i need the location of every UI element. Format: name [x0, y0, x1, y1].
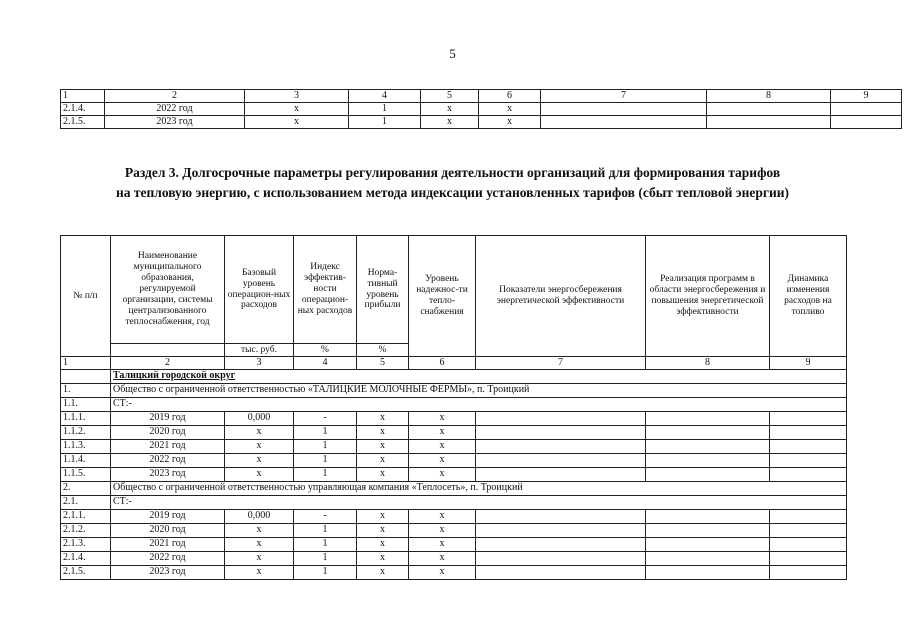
cell-col-2: 2 — [111, 357, 225, 370]
cell-col-2: 2019 год — [111, 411, 225, 425]
cell-num: 1.1. — [61, 397, 111, 411]
cell-col-4: 1 — [294, 537, 357, 551]
cell-col-7 — [476, 425, 646, 439]
cell-col-5: х — [357, 453, 409, 467]
cell-col-1: 1.1.1. — [61, 411, 111, 425]
cell-col-9 — [770, 565, 847, 579]
cell-span-text: СТ:- — [111, 397, 847, 411]
cell-col-8 — [707, 103, 831, 116]
cell-col-6: 6 — [409, 357, 476, 370]
cell-col-2: 2023 год — [111, 565, 225, 579]
cell-span-text: Талицкий городской округ — [111, 369, 847, 383]
cell-col-3: х — [225, 523, 294, 537]
section-title-line-2: на тепловую энергию, с использованием метода индексации установленных тарифов (сбыт тепловой энергии) — [115, 184, 790, 200]
cell-col-2: 2 — [105, 90, 245, 103]
cell-col-3: 3 — [225, 357, 294, 370]
cell-col-7 — [476, 439, 646, 453]
cell-col-4: - — [294, 509, 357, 523]
header-energy-indicators: Показатели энергосбережения энергетической эффективности — [476, 236, 646, 357]
header-num: № п/п — [61, 236, 111, 357]
cell-col-8 — [646, 551, 770, 565]
cell-col-9 — [770, 551, 847, 565]
cell-col-7 — [476, 523, 646, 537]
cell-col-6: х — [409, 467, 476, 481]
cell-col-6: х — [409, 411, 476, 425]
table-row — [61, 453, 847, 467]
cell-col-5: х — [357, 509, 409, 523]
cell-col-3: 3 — [245, 90, 349, 103]
cell-col-3: х — [225, 453, 294, 467]
cell-col-2: 2022 год — [105, 103, 245, 116]
cell-col-9 — [770, 411, 847, 425]
cell-span-text: СТ:- — [111, 495, 847, 509]
cell-col-2: 2021 год — [111, 439, 225, 453]
cell-col-5: х — [357, 425, 409, 439]
cell-col-9 — [770, 523, 847, 537]
continuation-table — [60, 89, 902, 129]
cell-col-4: 1 — [294, 565, 357, 579]
table-row — [61, 565, 847, 579]
cell-col-1: 1.1.5. — [61, 467, 111, 481]
table-row — [61, 537, 847, 551]
cell-col-5: х — [357, 411, 409, 425]
cell-col-1: 1 — [61, 90, 105, 103]
table-row — [61, 467, 847, 481]
cell-col-3: х — [225, 425, 294, 439]
cell-col-3: 0,000 — [225, 509, 294, 523]
cell-col-3: х — [245, 116, 349, 129]
cell-col-1: 2.1.4. — [61, 103, 105, 116]
cell-col-7 — [476, 537, 646, 551]
cell-span-text: Общество с ограниченной ответственностью управляющая компания «Теплосеть», п. Троицкий — [111, 481, 847, 495]
index-row — [61, 357, 847, 370]
cell-col-7 — [476, 551, 646, 565]
header-unit-index: % — [294, 344, 357, 357]
cell-col-8 — [646, 467, 770, 481]
table-row — [61, 116, 902, 129]
cell-col-3: х — [225, 537, 294, 551]
cell-col-7 — [476, 411, 646, 425]
cell-num — [61, 369, 111, 383]
cell-col-8 — [646, 523, 770, 537]
cell-col-2: 2020 год — [111, 425, 225, 439]
cell-col-8 — [646, 411, 770, 425]
cell-col-1: 1.1.4. — [61, 453, 111, 467]
cell-col-4: - — [294, 411, 357, 425]
section-title-line-1: Раздел 3. Долгосрочные параметры регулирования деятельности организаций для формирования тарифов — [124, 165, 781, 180]
table-row — [61, 523, 847, 537]
cell-col-3: х — [225, 565, 294, 579]
organization-row — [61, 481, 847, 495]
table-row — [61, 551, 847, 565]
cell-col-9 — [831, 116, 902, 129]
cell-col-1: 1 — [61, 357, 111, 370]
cell-col-4: 1 — [294, 453, 357, 467]
cell-col-6: х — [409, 509, 476, 523]
system-row — [61, 495, 847, 509]
table-row — [61, 439, 847, 453]
cell-col-5: х — [357, 565, 409, 579]
cell-num: 2. — [61, 481, 111, 495]
cell-col-5: х — [357, 467, 409, 481]
cell-col-5: 5 — [421, 90, 479, 103]
cell-col-5: х — [357, 523, 409, 537]
cell-col-2: 2019 год — [111, 509, 225, 523]
cell-col-2: 2022 год — [111, 453, 225, 467]
cell-col-5: х — [357, 537, 409, 551]
cell-col-9: 9 — [770, 357, 847, 370]
header-unit-profit: % — [357, 344, 409, 357]
header-name-unit — [111, 344, 225, 357]
cell-col-6: х — [409, 523, 476, 537]
index-row — [61, 90, 902, 103]
cell-col-2: 2020 год — [111, 523, 225, 537]
cell-col-8 — [646, 537, 770, 551]
cell-col-1: 1.1.2. — [61, 425, 111, 439]
cell-col-7 — [476, 453, 646, 467]
cell-col-7 — [476, 509, 646, 523]
cell-col-6: х — [409, 425, 476, 439]
cell-col-8: 8 — [646, 357, 770, 370]
cell-col-2: 2023 год — [105, 116, 245, 129]
cell-col-3: х — [225, 551, 294, 565]
cell-col-6: х — [409, 439, 476, 453]
tariff-parameters-table — [60, 235, 847, 580]
cell-col-2: 2023 год — [111, 467, 225, 481]
cell-col-3: х — [225, 467, 294, 481]
cell-col-8 — [646, 509, 770, 523]
cell-col-4: 1 — [294, 551, 357, 565]
header-unit-base: тыс. руб. — [225, 344, 294, 357]
cell-col-9 — [770, 425, 847, 439]
cell-col-4: 1 — [349, 103, 421, 116]
cell-col-7: 7 — [541, 90, 707, 103]
header-reliability: Уровень надежнос-ти тепло-снабжения — [409, 236, 476, 357]
cell-num: 2.1. — [61, 495, 111, 509]
cell-col-8: 8 — [707, 90, 831, 103]
cell-col-1: 2.1.1. — [61, 509, 111, 523]
cell-col-9 — [831, 103, 902, 116]
cell-col-7 — [476, 467, 646, 481]
cell-col-6: х — [409, 453, 476, 467]
cell-col-4: 1 — [294, 439, 357, 453]
cell-col-9: 9 — [831, 90, 902, 103]
cell-col-6: х — [479, 116, 541, 129]
cell-col-5: х — [421, 116, 479, 129]
cell-col-3: х — [245, 103, 349, 116]
header-fuel-dynamics: Динамика изменения расходов на топливо — [770, 236, 847, 357]
cell-col-9 — [770, 453, 847, 467]
table-row — [61, 425, 847, 439]
table-row — [61, 411, 847, 425]
cell-col-4: 1 — [294, 425, 357, 439]
cell-col-1: 2.1.2. — [61, 523, 111, 537]
cell-col-5: х — [357, 439, 409, 453]
cell-col-5: х — [421, 103, 479, 116]
cell-col-1: 2.1.4. — [61, 551, 111, 565]
cell-col-2: 2022 год — [111, 551, 225, 565]
table-row — [61, 509, 847, 523]
cell-col-6: х — [409, 565, 476, 579]
cell-col-2: 2021 год — [111, 537, 225, 551]
cell-col-8 — [646, 425, 770, 439]
cell-col-7 — [541, 103, 707, 116]
header-efficiency-index: Индекс эффектив-ности операцион-ных расходов — [294, 236, 357, 344]
cell-col-4: 1 — [294, 523, 357, 537]
cell-col-6: х — [409, 537, 476, 551]
cell-col-1: 2.1.3. — [61, 537, 111, 551]
cell-col-4: 4 — [349, 90, 421, 103]
cell-col-9 — [770, 509, 847, 523]
district-row — [61, 369, 847, 383]
cell-num: 1. — [61, 383, 111, 397]
cell-col-6: 6 — [479, 90, 541, 103]
cell-col-6: х — [409, 551, 476, 565]
cell-col-8 — [707, 116, 831, 129]
cell-col-3: х — [225, 439, 294, 453]
organization-row — [61, 383, 847, 397]
header-base-costs: Базовый уровень операцион-ных расходов — [225, 236, 294, 344]
cell-col-4: 1 — [349, 116, 421, 129]
header-energy-programs: Реализация программ в области энергосбережения и повышения энергетической эффективности — [646, 236, 770, 357]
system-row — [61, 397, 847, 411]
table-row — [61, 103, 902, 116]
cell-col-4: 4 — [294, 357, 357, 370]
header-profit-level: Норма-тивный уровень прибыли — [357, 236, 409, 344]
cell-col-7 — [476, 565, 646, 579]
cell-col-5: 5 — [357, 357, 409, 370]
cell-col-1: 2.1.5. — [61, 116, 105, 129]
cell-col-9 — [770, 537, 847, 551]
cell-col-1: 2.1.5. — [61, 565, 111, 579]
cell-col-5: х — [357, 551, 409, 565]
cell-col-7 — [541, 116, 707, 129]
cell-span-text: Общество с ограниченной ответственностью «ТАЛИЦКИЕ МОЛОЧНЫЕ ФЕРМЫ», п. Троицкий — [111, 383, 847, 397]
cell-col-1: 1.1.3. — [61, 439, 111, 453]
cell-col-7: 7 — [476, 357, 646, 370]
cell-col-8 — [646, 453, 770, 467]
cell-col-9 — [770, 439, 847, 453]
cell-col-9 — [770, 467, 847, 481]
cell-col-3: 0,000 — [225, 411, 294, 425]
section-title — [40, 163, 865, 202]
cell-col-8 — [646, 439, 770, 453]
cell-col-8 — [646, 565, 770, 579]
cell-col-4: 1 — [294, 467, 357, 481]
header-name: Наименование муниципального образования, регулируемой организации, системы централизованного теплоснабжения, год — [111, 236, 225, 344]
cell-col-6: х — [479, 103, 541, 116]
page-number: 5 — [449, 46, 456, 61]
